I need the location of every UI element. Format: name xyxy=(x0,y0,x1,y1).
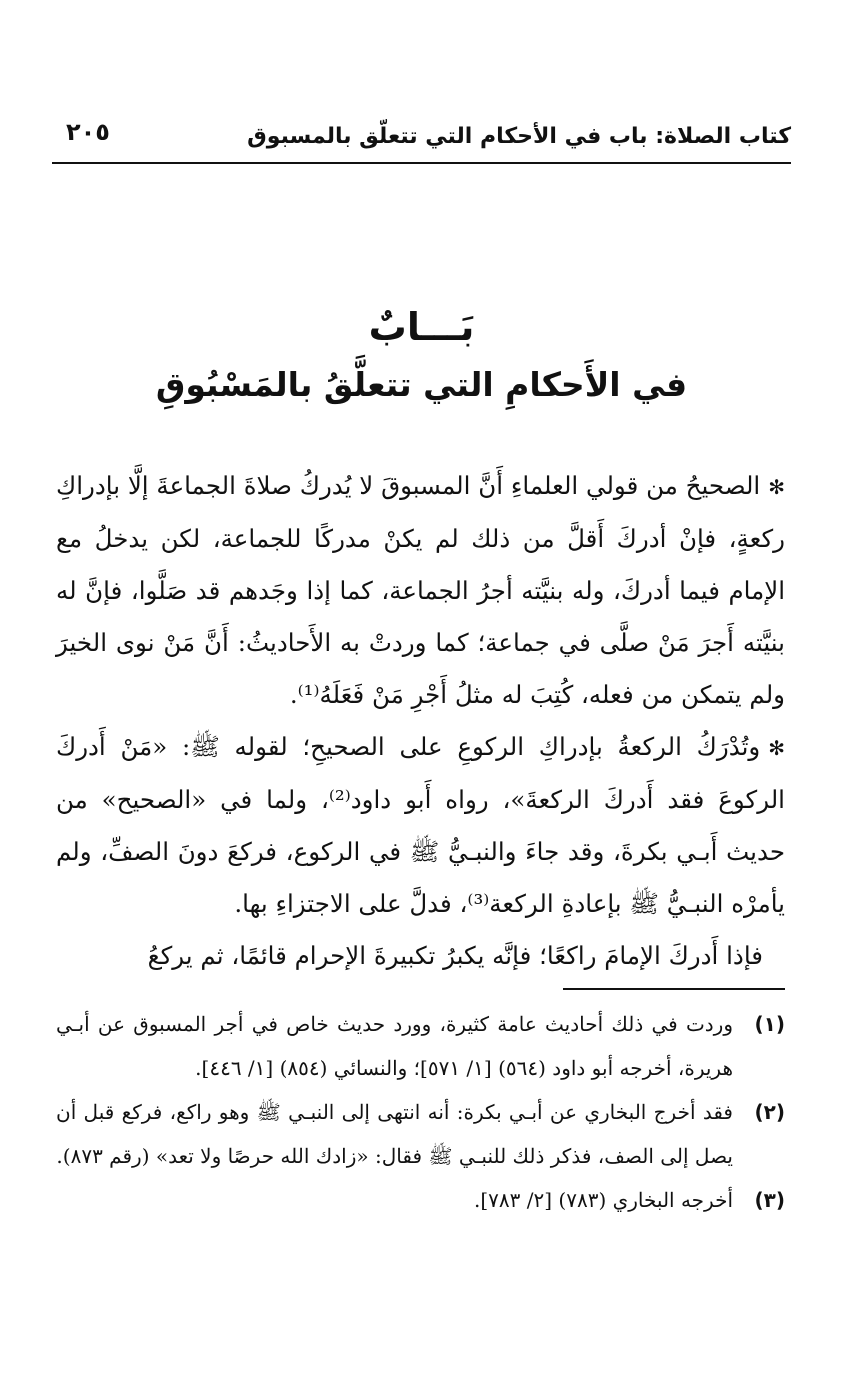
chapter-title: في الأَحكامِ التي تتعلَّقُ بالمَسْبُوقِ xyxy=(155,365,688,404)
footnote-text: وردت في ذلك أحاديث عامة كثيرة، وورد حديث خاص في أجر المسبوق عن أبـي هريرة، أخرجه أبو داود (٥٦٤) [١/ ٥٧١]؛ والنسائي (٨٥٤) [١/ ٤٤٦]. xyxy=(56,1012,733,1080)
footnote-separator xyxy=(563,988,785,990)
paragraph-2 xyxy=(56,721,785,930)
page-number: ٢٠٥ xyxy=(66,118,110,146)
footnote-2 xyxy=(56,1090,785,1178)
main-text xyxy=(56,460,785,982)
footnote-text: أخرجه البخاري (٧٨٣) [٢/ ٧٨٣]. xyxy=(473,1188,733,1212)
footnotes xyxy=(56,1002,785,1222)
footnote-number: (١) xyxy=(754,1012,785,1036)
paragraph-1-text: الصحيحُ من قولي العلماءِ أَنَّ المسبوقَ لا يُدركُ صلاةَ الجماعةَ إلَّا بإدراكِ ركعةٍ، فإنْ أدركَ أَقلَّ من ذلك لم يكنْ مدركًا للجماعة، لكن يدخلُ مع الإمام فيما أدركَ، وله بنيَّته أجرُ الجماعة، كما إذا وجَدهم قد صَلَّوا، فإنَّ له بنيَّته أَجرَ مَنْ صلَّى في جماعة؛ كما وردتْ به الأَحاديثُ: أَنَّ مَنْ نوى الخيرَ ولم يتمكن من فعله، كُتِبَ له مثلُ أَجْرِ مَنْ فَعَلَهُ⁽¹⁾. xyxy=(56,471,785,709)
footnote-1 xyxy=(56,1002,785,1090)
star-icon: ✻ xyxy=(768,475,785,499)
running-title: كتاب الصلاة: باب في الأحكام التي تتعلّق بالمسبوق xyxy=(247,124,791,149)
paragraph-1 xyxy=(56,460,785,721)
footnote-text: فقد أخرج البخاري عن أبـي بكرة: أنه انتهى إلى النبـي ﷺ وهو راكع، فركع قبل أن يصل إلى الصف، فذكر ذلك للنبـي ﷺ فقال: «زادك الله حرصًا ولا تعد» (رقم ٨٧٣). xyxy=(56,1100,733,1168)
paragraph-3-text: فإذا أَدركَ الإمامَ راكعًا؛ فإنَّه يكبرُ تكبيرةَ الإحرام قائمًا، ثم يركعُ xyxy=(147,941,763,970)
footnote-3 xyxy=(56,1178,785,1222)
paragraph-3 xyxy=(56,930,785,982)
footnote-number: (٢) xyxy=(754,1100,785,1124)
footnote-number: (٣) xyxy=(754,1188,785,1212)
chapter-label: بَـــابٌ xyxy=(368,305,475,349)
star-icon: ✻ xyxy=(768,736,785,760)
running-header xyxy=(52,112,791,164)
paragraph-2-text: وتُدْرَكُ الركعةُ بإدراكِ الركوعِ على الصحيحِ؛ لقوله ﷺ: «مَنْ أَدركَ الركوعَ فقد أَدركَ الركعةَ»، رواه أَبو داود⁽²⁾، ولما في «الصحيح» من حديث أَبـي بكرةَ، وقد جاءَ والنبـيُّ ﷺ في الركوع، فركعَ دونَ الصفِّ، ولم يأمرْه النبـيُّ ﷺ بإعادةِ الركعة⁽³⁾، فدلَّ على الاجتزاءِ بها. xyxy=(56,732,785,918)
